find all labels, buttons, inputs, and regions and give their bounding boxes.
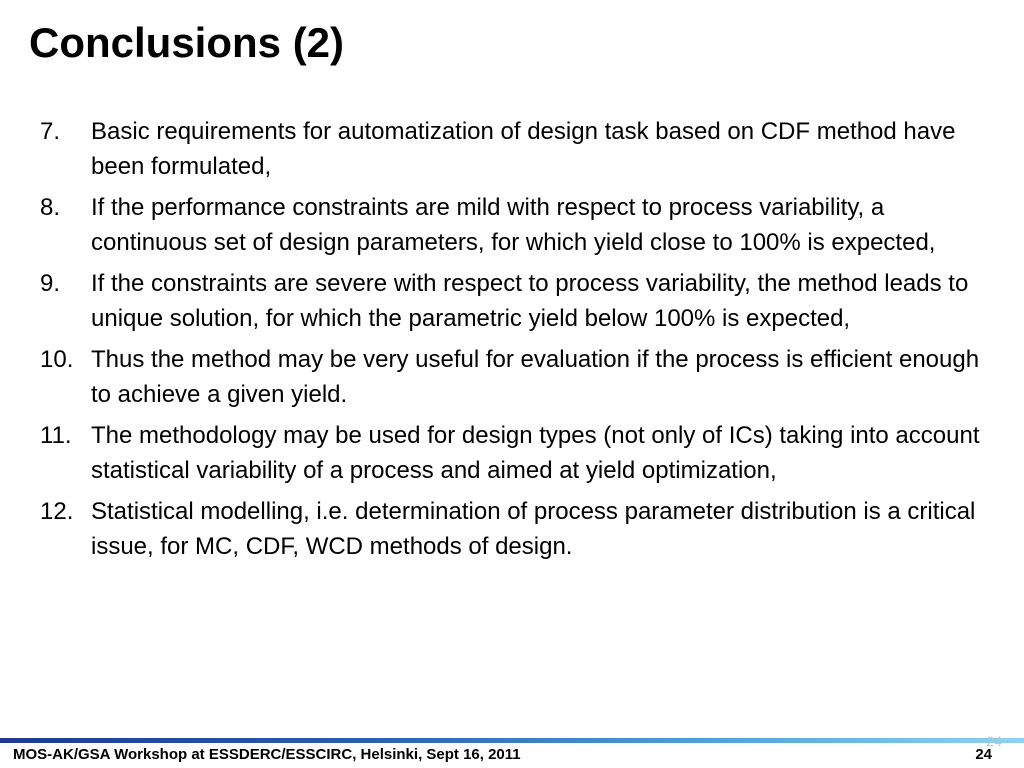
list-item [40,419,1000,488]
item-text: Basic requirements for automatization of design task based on CDF method have been formulated, [91,118,956,180]
conclusions-list [40,115,1000,571]
item-text: Thus the method may be very useful for evaluation if the process is efficient enough to achieve a given yield. [91,346,980,408]
list-item [40,115,1000,184]
item-text: If the performance constraints are mild with respect to process variability, a continuous set of design parameters, for which yield close to 100% is expected, [91,194,936,256]
list-item [40,343,1000,412]
page-number: 24 [975,746,992,763]
ghost-page-number: 24 [986,733,1002,749]
item-number: 9. [40,270,61,297]
item-text: If the constraints are severe with respect to process variability, the method leads to unique solution, for which the parametric yield below 100% is expected, [91,270,969,332]
item-number: 10. [40,346,74,373]
item-number: 7. [40,118,61,145]
footer-text: MOS-AK/GSA Workshop at ESSDERC/ESSCIRC, Helsinki, Sept 16, 2011 [13,746,521,763]
footer-divider [0,738,1024,743]
item-text: Statistical modelling, i.e. determination of process parameter distribution is a critical issue, for MC, CDF, WCD methods of design. [91,498,976,560]
list-item [40,495,1000,564]
item-number: 12. [40,498,74,525]
item-text: The methodology may be used for design types (not only of ICs) taking into account statistical variability of a process and aimed at yield optimization, [91,422,980,484]
list-item [40,267,1000,336]
list-item [40,191,1000,260]
item-number: 11. [40,422,72,449]
slide-title: Conclusions (2) [29,19,345,66]
item-number: 8. [40,194,61,221]
